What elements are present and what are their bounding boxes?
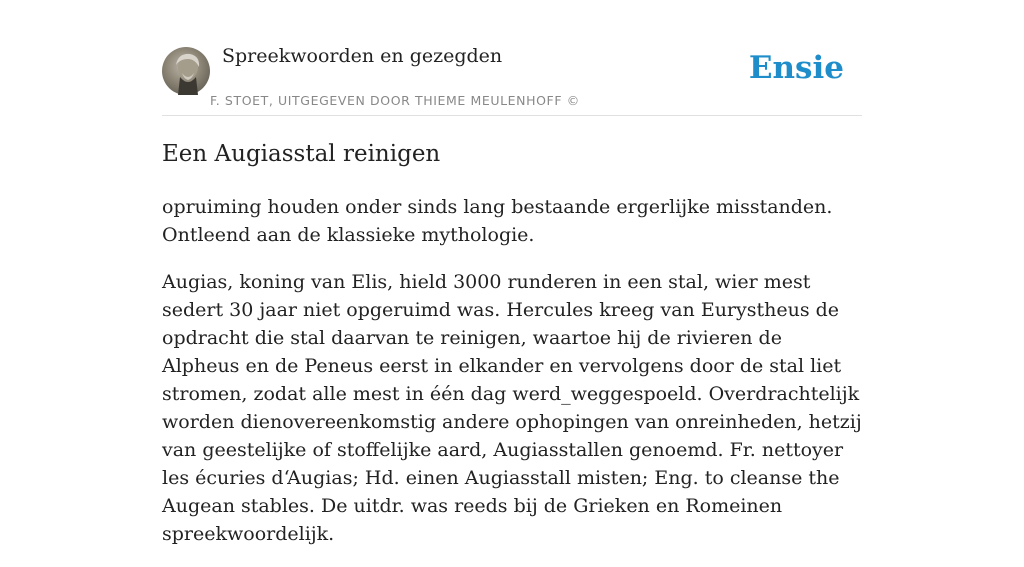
- entry-content: [162, 136, 862, 567]
- source-header: [162, 0, 862, 116]
- author-portrait-icon: [162, 47, 210, 95]
- ensie-logo[interactable]: Ensie: [748, 50, 844, 86]
- entry-title: Een Augiasstal reinigen: [162, 141, 441, 167]
- source-title[interactable]: Spreekwoorden en gezegden: [222, 45, 503, 67]
- source-publisher: F. STOET, UITGEGEVEN DOOR THIEME MEULENHOFF ©: [210, 93, 580, 108]
- entry-paragraph: Augias, koning van Elis, hield 3000 runderen in een stal, wier mest sedert 30 jaar niet opgeruimd was. Hercules kreeg van Eurystheus de opdracht die stal daarvan te reinigen, waartoe hij de rivieren de Alpheus en de Peneus eerst in elkander en vervolgens door de stal liet stromen, zodat alle mest in één dag werd_weggespoeld. Overdrachtelijk worden dienovereenkomstig andere ophopingen van onreinheden, hetzij van geestelijke of stoffelijke aard, Augiasstallen genoemd. Fr. nettoyer les écuries d‘Augias; Hd. einen Augiasstall misten; Eng. to cleanse the Augean stables. De uitdr. was reeds bij de Grieken en Romeinen spreekwoordelijk.: [162, 271, 862, 545]
- entry-paragraph: opruiming houden onder sinds lang bestaande ergerlijke misstanden. Ontleend aan de klassieke mythologie.: [162, 196, 833, 246]
